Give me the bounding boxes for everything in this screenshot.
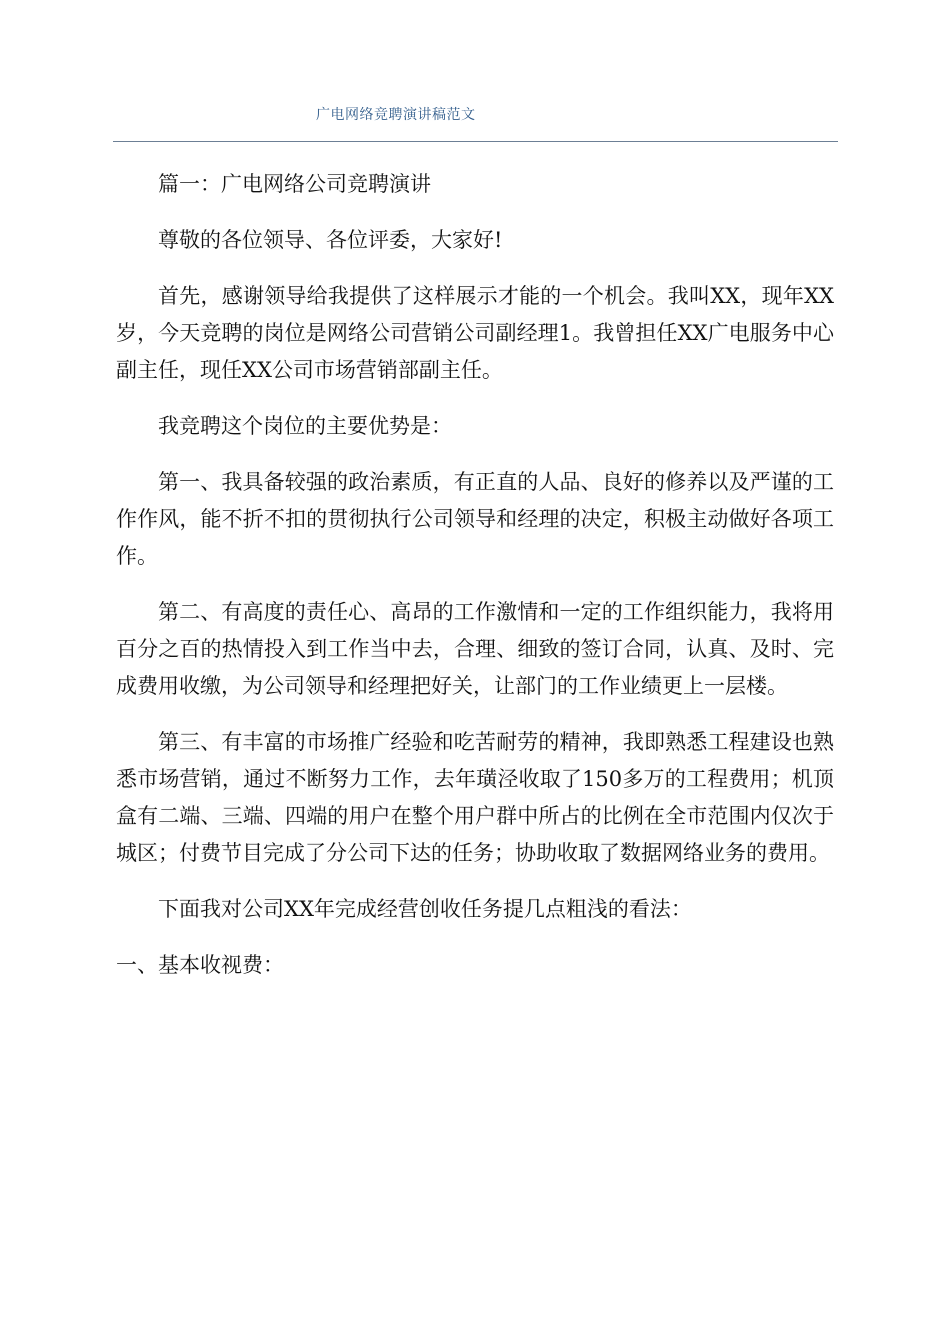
intro-paragraph: 首先，感谢领导给我提供了这样展示才能的一个机会。我叫XX，现年XX岁，今天竞聘的岗位是网络公司营销公司副经理1。我曾担任XX广电服务中心副主任，现任XX公司市场营销部副主任。 xyxy=(116,284,834,382)
document-body xyxy=(116,166,834,1003)
header-divider xyxy=(113,141,838,142)
advantages-intro-paragraph: 我竞聘这个岗位的主要优势是： xyxy=(158,414,452,438)
subsection-heading: 一、基本收视费： xyxy=(116,953,284,977)
greeting-paragraph: 尊敬的各位领导、各位评委，大家好! xyxy=(158,228,503,252)
advantage-two-paragraph: 第二、有高度的责任心、高昂的工作激情和一定的工作组织能力，我将用百分之百的热情投入到工作当中去，合理、细致的签订合同，认真、及时、完成费用收缴，为公司领导和经理把好关，让部门的工作业绩更上一层楼。 xyxy=(116,600,834,698)
advantage-three-paragraph: 第三、有丰富的市场推广经验和吃苦耐劳的精神，我即熟悉工程建设也熟悉市场营销，通过不断努力工作，去年璜泾收取了150多万的工程费用；机顶盒有二端、三端、四端的用户在整个用户群中所占的比例在全市范围内仅次于城区；付费节目完成了分公司下达的任务；协助收取了数据网络业务的费用。 xyxy=(116,730,834,865)
views-intro-paragraph: 下面我对公司XX年完成经营创收任务提几点粗浅的看法： xyxy=(158,897,692,921)
section-heading: 篇一：广电网络公司竞聘演讲 xyxy=(158,172,431,196)
advantage-one-paragraph: 第一、我具备较强的政治素质，有正直的人品、良好的修养以及严谨的工作作风，能不折不扣的贯彻执行公司领导和经理的决定，积极主动做好各项工作。 xyxy=(116,470,834,568)
document-header-title: 广电网络竞聘演讲稿范文 xyxy=(316,107,476,123)
